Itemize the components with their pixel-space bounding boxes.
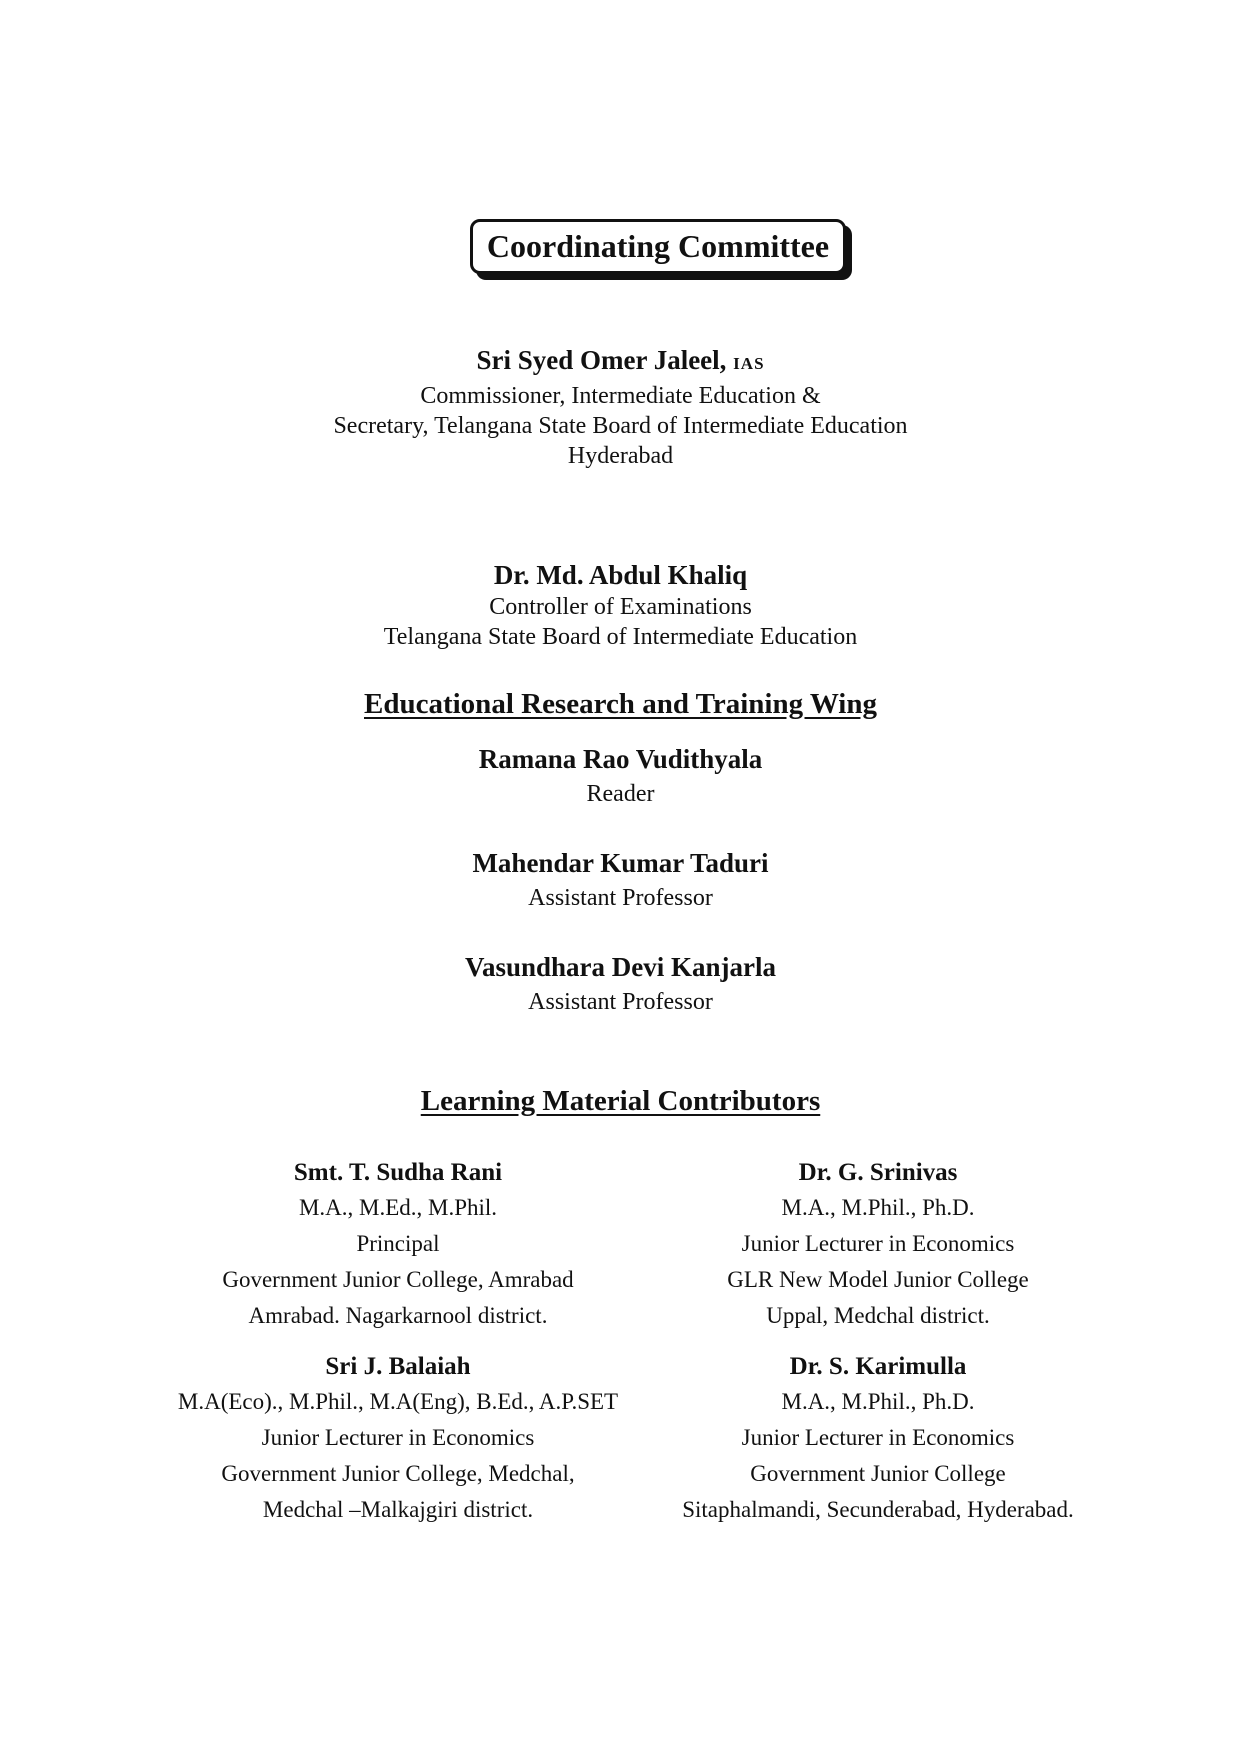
chief-name-row xyxy=(0,343,1241,381)
ertw-member xyxy=(0,846,1241,916)
ertw-member-name: Mahendar Kumar Taduri xyxy=(472,848,769,878)
chief-block xyxy=(0,343,1241,471)
contributor-line: Government Junior College, Amrabad xyxy=(222,1267,574,1292)
contributor-line: M.A., M.Phil., Ph.D. xyxy=(781,1389,975,1414)
ertw-member xyxy=(0,950,1241,1020)
contributor-line: Junior Lecturer in Economics xyxy=(741,1231,1015,1256)
controller-block xyxy=(0,558,1241,652)
contributor-name: Dr. G. Srinivas xyxy=(798,1159,958,1186)
ertw-member-name: Ramana Rao Vudithyala xyxy=(478,744,763,774)
controller-line: Telangana State Board of Intermediate Education xyxy=(383,624,858,650)
chief-suffix: IAS xyxy=(733,354,765,373)
ertw-member-role: Assistant Professor xyxy=(528,989,713,1015)
ertw-member-role: Assistant Professor xyxy=(528,885,713,911)
contributor-line: Government Junior College, Medchal, xyxy=(221,1461,575,1486)
page-title: Coordinating Committee xyxy=(470,219,846,274)
contributor-line: Uppal, Medchal district. xyxy=(766,1303,990,1328)
contributor-line: Principal xyxy=(356,1231,440,1256)
controller-name: Dr. Md. Abdul Khaliq xyxy=(493,560,748,590)
contributor-card xyxy=(118,1156,678,1334)
chief-name: Sri Syed Omer Jaleel, xyxy=(476,345,727,375)
contributor-line: Sitaphalmandi, Secunderabad, Hyderabad. xyxy=(682,1497,1074,1522)
contributor-line: Amrabad. Nagarkarnool district. xyxy=(248,1303,548,1328)
contributor-line: M.A(Eco)., M.Phil., M.A(Eng), B.Ed., A.P.SET xyxy=(177,1389,619,1414)
contributor-card xyxy=(118,1350,678,1528)
contributor-line: Junior Lecturer in Economics xyxy=(741,1425,1015,1450)
contributor-line: Government Junior College xyxy=(750,1461,1006,1486)
chief-line: Secretary, Telangana State Board of Intermediate Education xyxy=(333,413,908,439)
contributor-line: GLR New Model Junior College xyxy=(727,1267,1029,1292)
contributor-line: Junior Lecturer in Economics xyxy=(261,1425,535,1450)
contributor-name: Sri J. Balaiah xyxy=(325,1353,471,1380)
contributor-line: Medchal –Malkajgiri district. xyxy=(262,1497,534,1522)
contributor-card xyxy=(598,1350,1158,1528)
controller-line: Controller of Examinations xyxy=(489,594,752,620)
chief-line: Hyderabad xyxy=(567,443,674,469)
contributors-heading: Learning Material Contributors xyxy=(420,1085,821,1117)
ertw-member xyxy=(0,742,1241,812)
contributor-name: Dr. S. Karimulla xyxy=(789,1353,967,1380)
ertw-heading: Educational Research and Training Wing xyxy=(364,688,877,720)
contributor-line: M.A., M.Ed., M.Phil. xyxy=(298,1195,498,1220)
chief-line: Commissioner, Intermediate Education & xyxy=(420,383,821,409)
contributor-line: M.A., M.Phil., Ph.D. xyxy=(781,1195,975,1220)
contributor-name: Smt. T. Sudha Rani xyxy=(293,1159,503,1186)
ertw-member-role: Reader xyxy=(586,781,655,807)
ertw-member-name: Vasundhara Devi Kanjarla xyxy=(464,952,777,982)
contributor-card xyxy=(598,1156,1158,1334)
